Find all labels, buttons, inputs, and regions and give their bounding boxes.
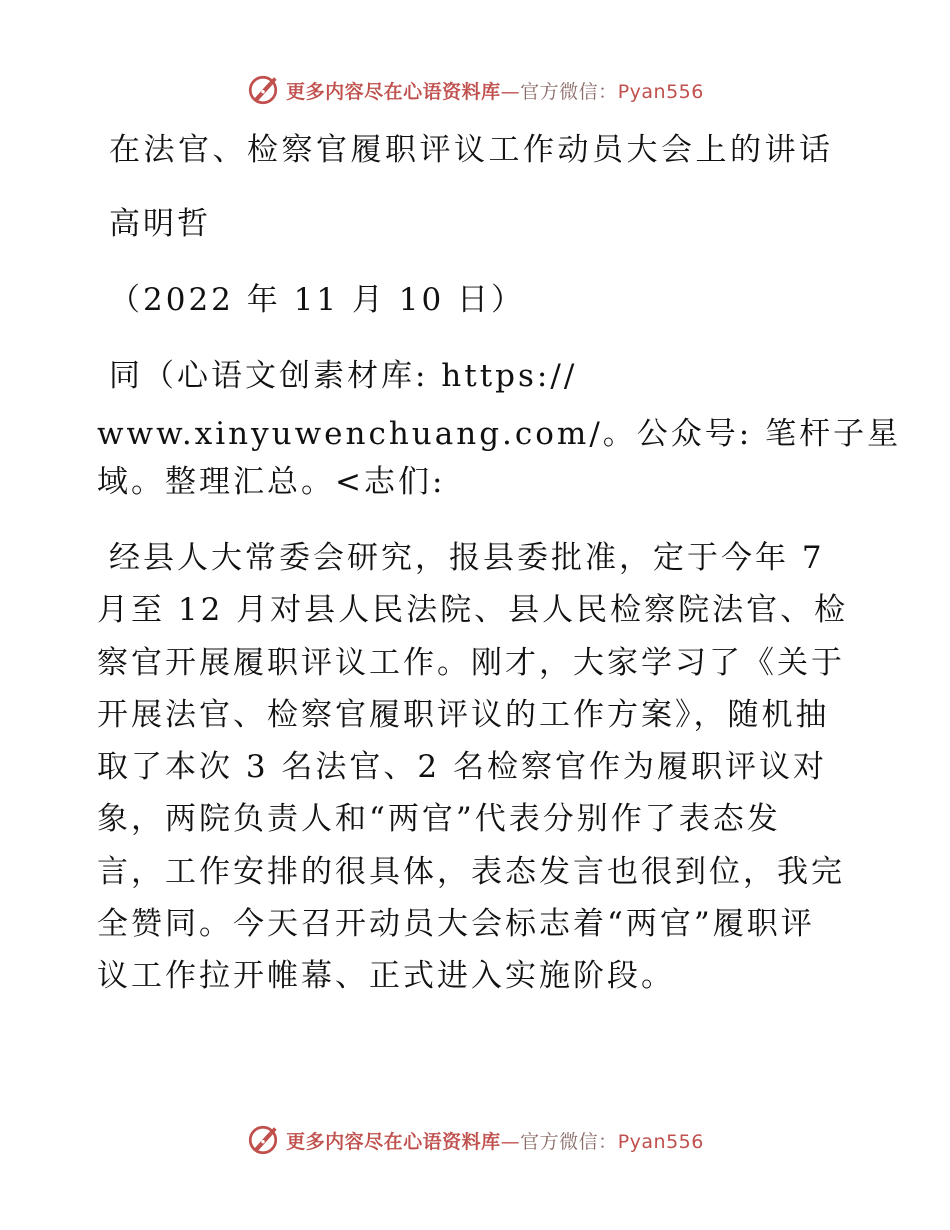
banner-wechat-label: 官方微信：: [520, 1130, 618, 1153]
banner-wechat-label: 官方微信：: [520, 80, 618, 103]
paragraph-line: 全赞同。今天召开动员大会标志着“两官”履职评: [97, 906, 815, 943]
banner-dash: —: [500, 80, 521, 103]
banner-dash: —: [500, 1130, 521, 1153]
paragraph-line: 察官开展履职评议工作。刚才，大家学习了《关于: [97, 644, 845, 681]
banner-text: [286, 1127, 704, 1154]
banner-promo-text: 更多内容尽在心语资料库: [286, 1130, 501, 1153]
paragraph-line: 议工作拉开帷幕、正式进入实施阶段。: [97, 958, 675, 995]
footer-banner: [0, 1120, 950, 1160]
banner-promo-text: 更多内容尽在心语资料库: [286, 80, 501, 103]
document-body: [97, 120, 902, 1003]
paragraph-line: 经县人大常委会研究，报县委批准，定于今年 7: [109, 540, 825, 576]
header-banner: [0, 70, 950, 110]
greeting-line: 同（心语文创素材库: https://: [109, 358, 578, 394]
greeting-line: www.xinyuwenchuang.com/。公众号: 笔杆子星: [97, 416, 902, 452]
banner-wechat-id: Pyan556: [617, 1130, 704, 1153]
greeting-line: 域。整理汇总。<志们:: [97, 464, 446, 500]
paragraph-line: 开展法官、检察官履职评议的工作方案》，随机抽: [97, 696, 830, 733]
paragraph-line: 象，两院负责人和“两官”代表分别作了表态发: [97, 801, 781, 838]
document-title: 在法官、检察官履职评议工作动员大会上的讲话: [109, 132, 834, 168]
banner-wechat-id: Pyan556: [617, 80, 704, 103]
paragraph-line: 言，工作安排的很具体，表态发言也很到位，我完: [97, 853, 845, 890]
document-author: 高明哲: [109, 206, 211, 242]
pen-nib-logo-icon: [246, 1123, 280, 1157]
paragraph-line: 月至 12 月对县人民法院、县人民检察院法官、检: [97, 592, 849, 629]
pen-nib-logo-icon: [246, 73, 280, 107]
body-paragraph: [97, 532, 857, 1003]
document-date: （2022 年 11 月 10 日）: [109, 282, 526, 318]
paragraph-line: 取了本次 3 名法官、2 名检察官作为履职评议对: [97, 749, 828, 786]
banner-text: [286, 77, 704, 104]
